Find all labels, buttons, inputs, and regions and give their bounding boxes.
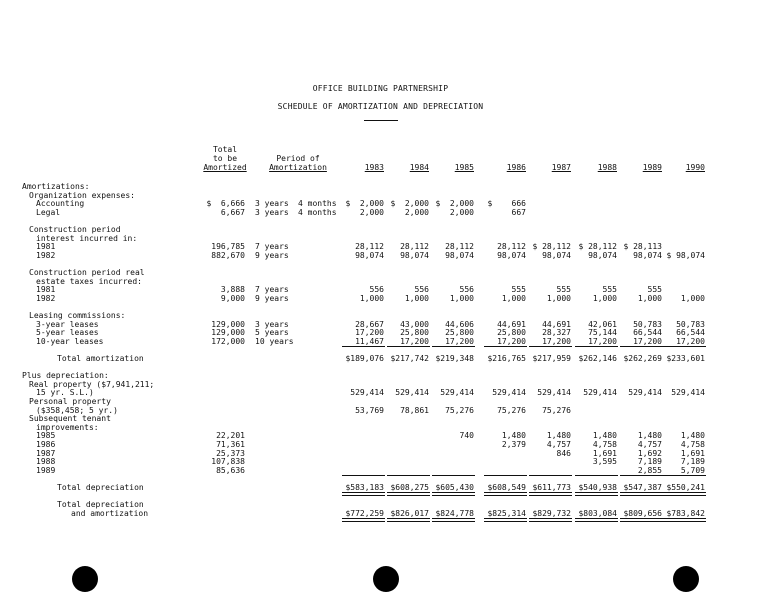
binder-hole-right xyxy=(673,566,699,592)
row-label: 1986 xyxy=(36,440,56,449)
header-period-line: Amortization xyxy=(269,163,327,172)
row-value: 529,414 xyxy=(583,388,617,398)
row-value: 28,667 xyxy=(355,319,384,329)
binder-hole-left xyxy=(72,566,98,592)
row-label: 1987 xyxy=(36,448,56,458)
row-value: 1,692 xyxy=(637,448,662,458)
row-period: 7 years xyxy=(255,285,289,295)
row-value: 555 xyxy=(602,285,617,295)
row-value: 25,800 xyxy=(400,328,429,338)
row-value: $ 666 xyxy=(487,199,526,209)
column-double-rule xyxy=(387,518,430,522)
row-label: 1985 xyxy=(36,431,56,441)
row-period: 5 years xyxy=(255,328,289,338)
row-value: $809,656 xyxy=(623,508,662,518)
binder-hole-center xyxy=(373,566,399,592)
column-double-rule xyxy=(484,492,527,496)
column-rule xyxy=(620,475,663,476)
row-label: 15 yr. S.L.) xyxy=(36,388,94,398)
row-value: 1,000 xyxy=(359,293,384,303)
row-label: 1989 xyxy=(36,465,56,475)
row-label: Construction period xyxy=(29,225,121,234)
row-label: estate taxes incurred: xyxy=(36,276,142,286)
row-value: 556 xyxy=(414,285,429,295)
row-value: 1,000 xyxy=(592,293,617,303)
column-double-rule xyxy=(663,518,706,522)
row-value: 1,480 xyxy=(637,431,662,441)
row-total: 6,667 xyxy=(220,207,245,217)
row-value: 2,000 xyxy=(404,207,429,217)
row-value: 529,414 xyxy=(671,388,705,398)
row-value: 555 xyxy=(556,285,571,295)
row-value: 529,414 xyxy=(492,388,526,398)
row-value: 7,189 xyxy=(637,457,662,467)
row-value: $ 98,074 xyxy=(666,250,705,260)
row-value: $547,387 xyxy=(623,483,662,492)
row-label: 1981 xyxy=(36,242,56,252)
row-value: $611,773 xyxy=(532,483,571,492)
row-value: 98,074 xyxy=(588,250,617,260)
row-label: Plus depreciation: xyxy=(22,371,109,381)
row-total: 25,373 xyxy=(216,448,245,458)
row-value: 4,757 xyxy=(637,440,662,449)
row-value: 78,861 xyxy=(400,405,429,415)
row-value: 43,000 xyxy=(400,319,429,329)
row-value: 25,800 xyxy=(497,328,526,338)
row-period: 7 years xyxy=(255,242,289,252)
row-value: 53,769 xyxy=(355,405,384,415)
row-value: 28,112 xyxy=(355,242,384,252)
row-value: $ 2,000 xyxy=(345,199,384,209)
document-title: OFFICE BUILDING PARTNERSHIP xyxy=(312,84,449,93)
row-total: 71,361 xyxy=(216,440,245,449)
row-period: 9 years xyxy=(255,250,289,260)
row-total: 22,201 xyxy=(216,431,245,441)
row-value: 98,074 xyxy=(542,250,571,260)
header-total-line: Amortized xyxy=(203,163,247,172)
row-value: 2,000 xyxy=(359,207,384,217)
row-value: 1,000 xyxy=(501,293,526,303)
row-value: $216,765 xyxy=(487,354,526,363)
header-year: 1987 xyxy=(551,163,571,172)
column-double-rule xyxy=(484,518,527,522)
header-total-line: Total xyxy=(212,145,238,154)
column-rule xyxy=(342,346,385,347)
row-total: 882,670 xyxy=(211,250,245,260)
row-label: 1981 xyxy=(36,285,56,295)
row-total: 129,000 xyxy=(211,328,245,338)
row-value: 556 xyxy=(459,285,474,295)
row-value: 2,000 xyxy=(449,207,474,217)
column-double-rule xyxy=(620,518,663,522)
column-double-rule xyxy=(575,492,618,496)
column-rule xyxy=(529,475,572,476)
row-period: 9 years xyxy=(255,293,289,303)
row-value: 529,414 xyxy=(440,388,474,398)
row-value: 75,276 xyxy=(497,405,526,415)
row-value: $829,732 xyxy=(532,508,571,518)
header-year: 1989 xyxy=(642,163,662,172)
row-value: $189,076 xyxy=(345,354,384,363)
row-total: 107,838 xyxy=(211,457,245,467)
row-period-extra: 4 months xyxy=(298,199,337,209)
column-double-rule xyxy=(620,492,663,496)
row-value: 1,480 xyxy=(546,431,571,441)
row-total: 85,636 xyxy=(216,465,245,475)
row-value: 846 xyxy=(556,448,571,458)
row-value: 17,200 xyxy=(400,336,429,346)
row-total: 129,000 xyxy=(211,319,245,329)
row-label: improvements: xyxy=(36,422,99,432)
row-value: 555 xyxy=(511,285,526,295)
row-value: $608,275 xyxy=(390,483,429,492)
row-value: 98,074 xyxy=(445,250,474,260)
column-double-rule xyxy=(432,518,475,522)
row-value: 1,000 xyxy=(546,293,571,303)
row-value: 66,544 xyxy=(676,328,705,338)
row-value: $ 2,000 xyxy=(435,199,474,209)
row-total: $ 6,666 xyxy=(206,199,245,209)
row-value: 11,467 xyxy=(355,336,384,346)
row-total: 172,000 xyxy=(211,336,245,346)
column-rule xyxy=(432,475,475,476)
column-double-rule xyxy=(432,492,475,496)
row-value: 529,414 xyxy=(350,388,384,398)
row-period: 3 years xyxy=(255,207,289,217)
row-value: 556 xyxy=(369,285,384,295)
row-label: 3-year leases xyxy=(36,319,99,329)
row-value: 25,800 xyxy=(445,328,474,338)
row-value: 529,414 xyxy=(628,388,662,398)
row-value: $824,778 xyxy=(435,508,474,518)
column-double-rule xyxy=(529,492,572,496)
row-label: Construction period real xyxy=(29,268,145,277)
row-value: 1,480 xyxy=(592,431,617,441)
row-total: 9,000 xyxy=(220,293,245,303)
row-value: $262,146 xyxy=(578,354,617,363)
row-label: 5-year leases xyxy=(36,328,99,338)
row-value: $803,084 xyxy=(578,508,617,518)
row-value: 28,112 xyxy=(445,242,474,252)
row-value: 75,276 xyxy=(542,405,571,415)
row-label: interest incurred in: xyxy=(36,233,138,243)
row-label: Amortizations: xyxy=(22,182,90,191)
row-value: 75,144 xyxy=(588,328,617,338)
row-period: 3 years xyxy=(255,319,289,329)
row-label: 1988 xyxy=(36,457,56,467)
header-year: 1983 xyxy=(364,163,384,172)
row-label: 10-year leases xyxy=(36,336,104,346)
column-double-rule xyxy=(342,492,385,496)
column-rule xyxy=(484,475,527,476)
row-value: $608,549 xyxy=(487,483,526,492)
row-value: 1,691 xyxy=(680,448,705,458)
row-value: $605,430 xyxy=(435,483,474,492)
row-label: Legal xyxy=(36,207,61,217)
row-label: 1982 xyxy=(36,250,56,260)
row-value: 1,480 xyxy=(680,431,705,441)
row-value: 98,074 xyxy=(497,250,526,260)
title-underline xyxy=(364,120,398,121)
row-label: Organization expenses: xyxy=(29,190,135,200)
row-value: 1,691 xyxy=(592,448,617,458)
row-label: 1982 xyxy=(36,293,56,303)
column-double-rule xyxy=(342,518,385,522)
row-value: 1,000 xyxy=(680,293,705,303)
header-total-line: to be xyxy=(212,154,238,163)
row-label: Subsequent tenant xyxy=(29,414,111,424)
column-rule xyxy=(575,475,618,476)
column-rule xyxy=(387,346,430,347)
row-value: $262,269 xyxy=(623,354,662,363)
row-value: 529,414 xyxy=(537,388,571,398)
header-year: 1988 xyxy=(597,163,617,172)
row-value: 66,544 xyxy=(633,328,662,338)
column-double-rule xyxy=(387,492,430,496)
row-value: 28,112 xyxy=(400,242,429,252)
row-value: 1,000 xyxy=(637,293,662,303)
row-value: 1,000 xyxy=(404,293,429,303)
row-value: $583,183 xyxy=(345,483,384,492)
header-year: 1985 xyxy=(454,163,474,172)
row-value: 98,074 xyxy=(400,250,429,260)
row-value: 42,061 xyxy=(588,319,617,329)
row-value: $ 28,112 xyxy=(578,242,617,252)
row-value: 17,200 xyxy=(676,336,705,346)
row-value: $772,259 xyxy=(345,508,384,518)
row-value: 2,855 xyxy=(637,465,662,475)
row-value: $ 2,000 xyxy=(390,199,429,209)
column-rule xyxy=(342,475,385,476)
row-value: $233,601 xyxy=(666,354,705,363)
header-year: 1984 xyxy=(409,163,429,172)
column-double-rule xyxy=(575,518,618,522)
column-double-rule xyxy=(529,518,572,522)
row-value: 17,200 xyxy=(445,336,474,346)
row-value: 3,595 xyxy=(592,457,617,467)
column-rule xyxy=(620,346,663,347)
row-value: 555 xyxy=(647,285,662,295)
row-value: 4,758 xyxy=(680,440,705,449)
row-value: 44,606 xyxy=(445,319,474,329)
row-value: 50,783 xyxy=(633,319,662,329)
row-label: Accounting xyxy=(36,199,85,209)
row-total: 3,888 xyxy=(220,285,245,295)
row-label: and amortization xyxy=(71,508,149,518)
row-label: Total depreciation xyxy=(57,500,144,510)
row-value: 17,200 xyxy=(497,336,526,346)
row-label: Real property ($7,941,211; xyxy=(29,379,155,389)
header-year: 1990 xyxy=(685,163,705,172)
row-value: 98,074 xyxy=(355,250,384,260)
row-value: 28,327 xyxy=(542,328,571,338)
row-value: 17,200 xyxy=(633,336,662,346)
column-rule xyxy=(484,346,527,347)
row-value: 17,200 xyxy=(588,336,617,346)
row-value: 28,112 xyxy=(497,242,526,252)
row-value: 17,200 xyxy=(355,328,384,338)
row-period-extra: 4 months xyxy=(298,207,337,217)
row-total: 196,785 xyxy=(211,242,245,252)
row-label: ($358,458; 5 yr.) xyxy=(36,405,118,415)
row-value: $550,241 xyxy=(666,483,705,492)
row-value: 50,783 xyxy=(676,319,705,329)
row-value: 4,757 xyxy=(546,440,571,449)
row-value: $ 28,112 xyxy=(532,242,571,252)
row-value: $825,314 xyxy=(487,508,526,518)
row-value: 75,276 xyxy=(445,405,474,415)
row-value: 44,691 xyxy=(497,319,526,329)
column-rule xyxy=(432,346,475,347)
column-rule xyxy=(529,346,572,347)
row-value: 529,414 xyxy=(395,388,429,398)
row-period: 10 years xyxy=(255,336,294,346)
row-value: 7,189 xyxy=(680,457,705,467)
column-rule xyxy=(663,346,706,347)
row-value: $783,842 xyxy=(666,508,705,518)
row-value: 4,758 xyxy=(592,440,617,449)
row-label: Total depreciation xyxy=(57,483,144,492)
column-double-rule xyxy=(663,492,706,496)
row-value: $826,017 xyxy=(390,508,429,518)
header-year: 1986 xyxy=(506,163,526,172)
row-value: 667 xyxy=(511,207,526,217)
header-period-line: Period of xyxy=(276,154,320,163)
row-value: $219,348 xyxy=(435,354,474,363)
row-value: $540,938 xyxy=(578,483,617,492)
row-value: 2,379 xyxy=(501,440,526,449)
row-value: 5,709 xyxy=(680,465,705,475)
row-value: 740 xyxy=(459,431,474,441)
row-value: $217,742 xyxy=(390,354,429,363)
row-label: Personal property xyxy=(29,397,111,406)
row-value: 44,691 xyxy=(542,319,571,329)
row-value: 98,074 xyxy=(633,250,662,260)
row-value: 1,480 xyxy=(501,431,526,441)
column-rule xyxy=(387,475,430,476)
row-value: 1,000 xyxy=(449,293,474,303)
column-rule xyxy=(575,346,618,347)
column-rule xyxy=(663,475,706,476)
document-subtitle: SCHEDULE OF AMORTIZATION AND DEPRECIATION xyxy=(277,102,484,111)
row-period: 3 years xyxy=(255,199,289,209)
row-label: Leasing commissions: xyxy=(29,311,126,320)
row-label: Total amortization xyxy=(57,354,144,363)
row-value: $ 28,113 xyxy=(623,242,662,252)
row-value: $217,959 xyxy=(532,354,571,363)
row-value: 17,200 xyxy=(542,336,571,346)
